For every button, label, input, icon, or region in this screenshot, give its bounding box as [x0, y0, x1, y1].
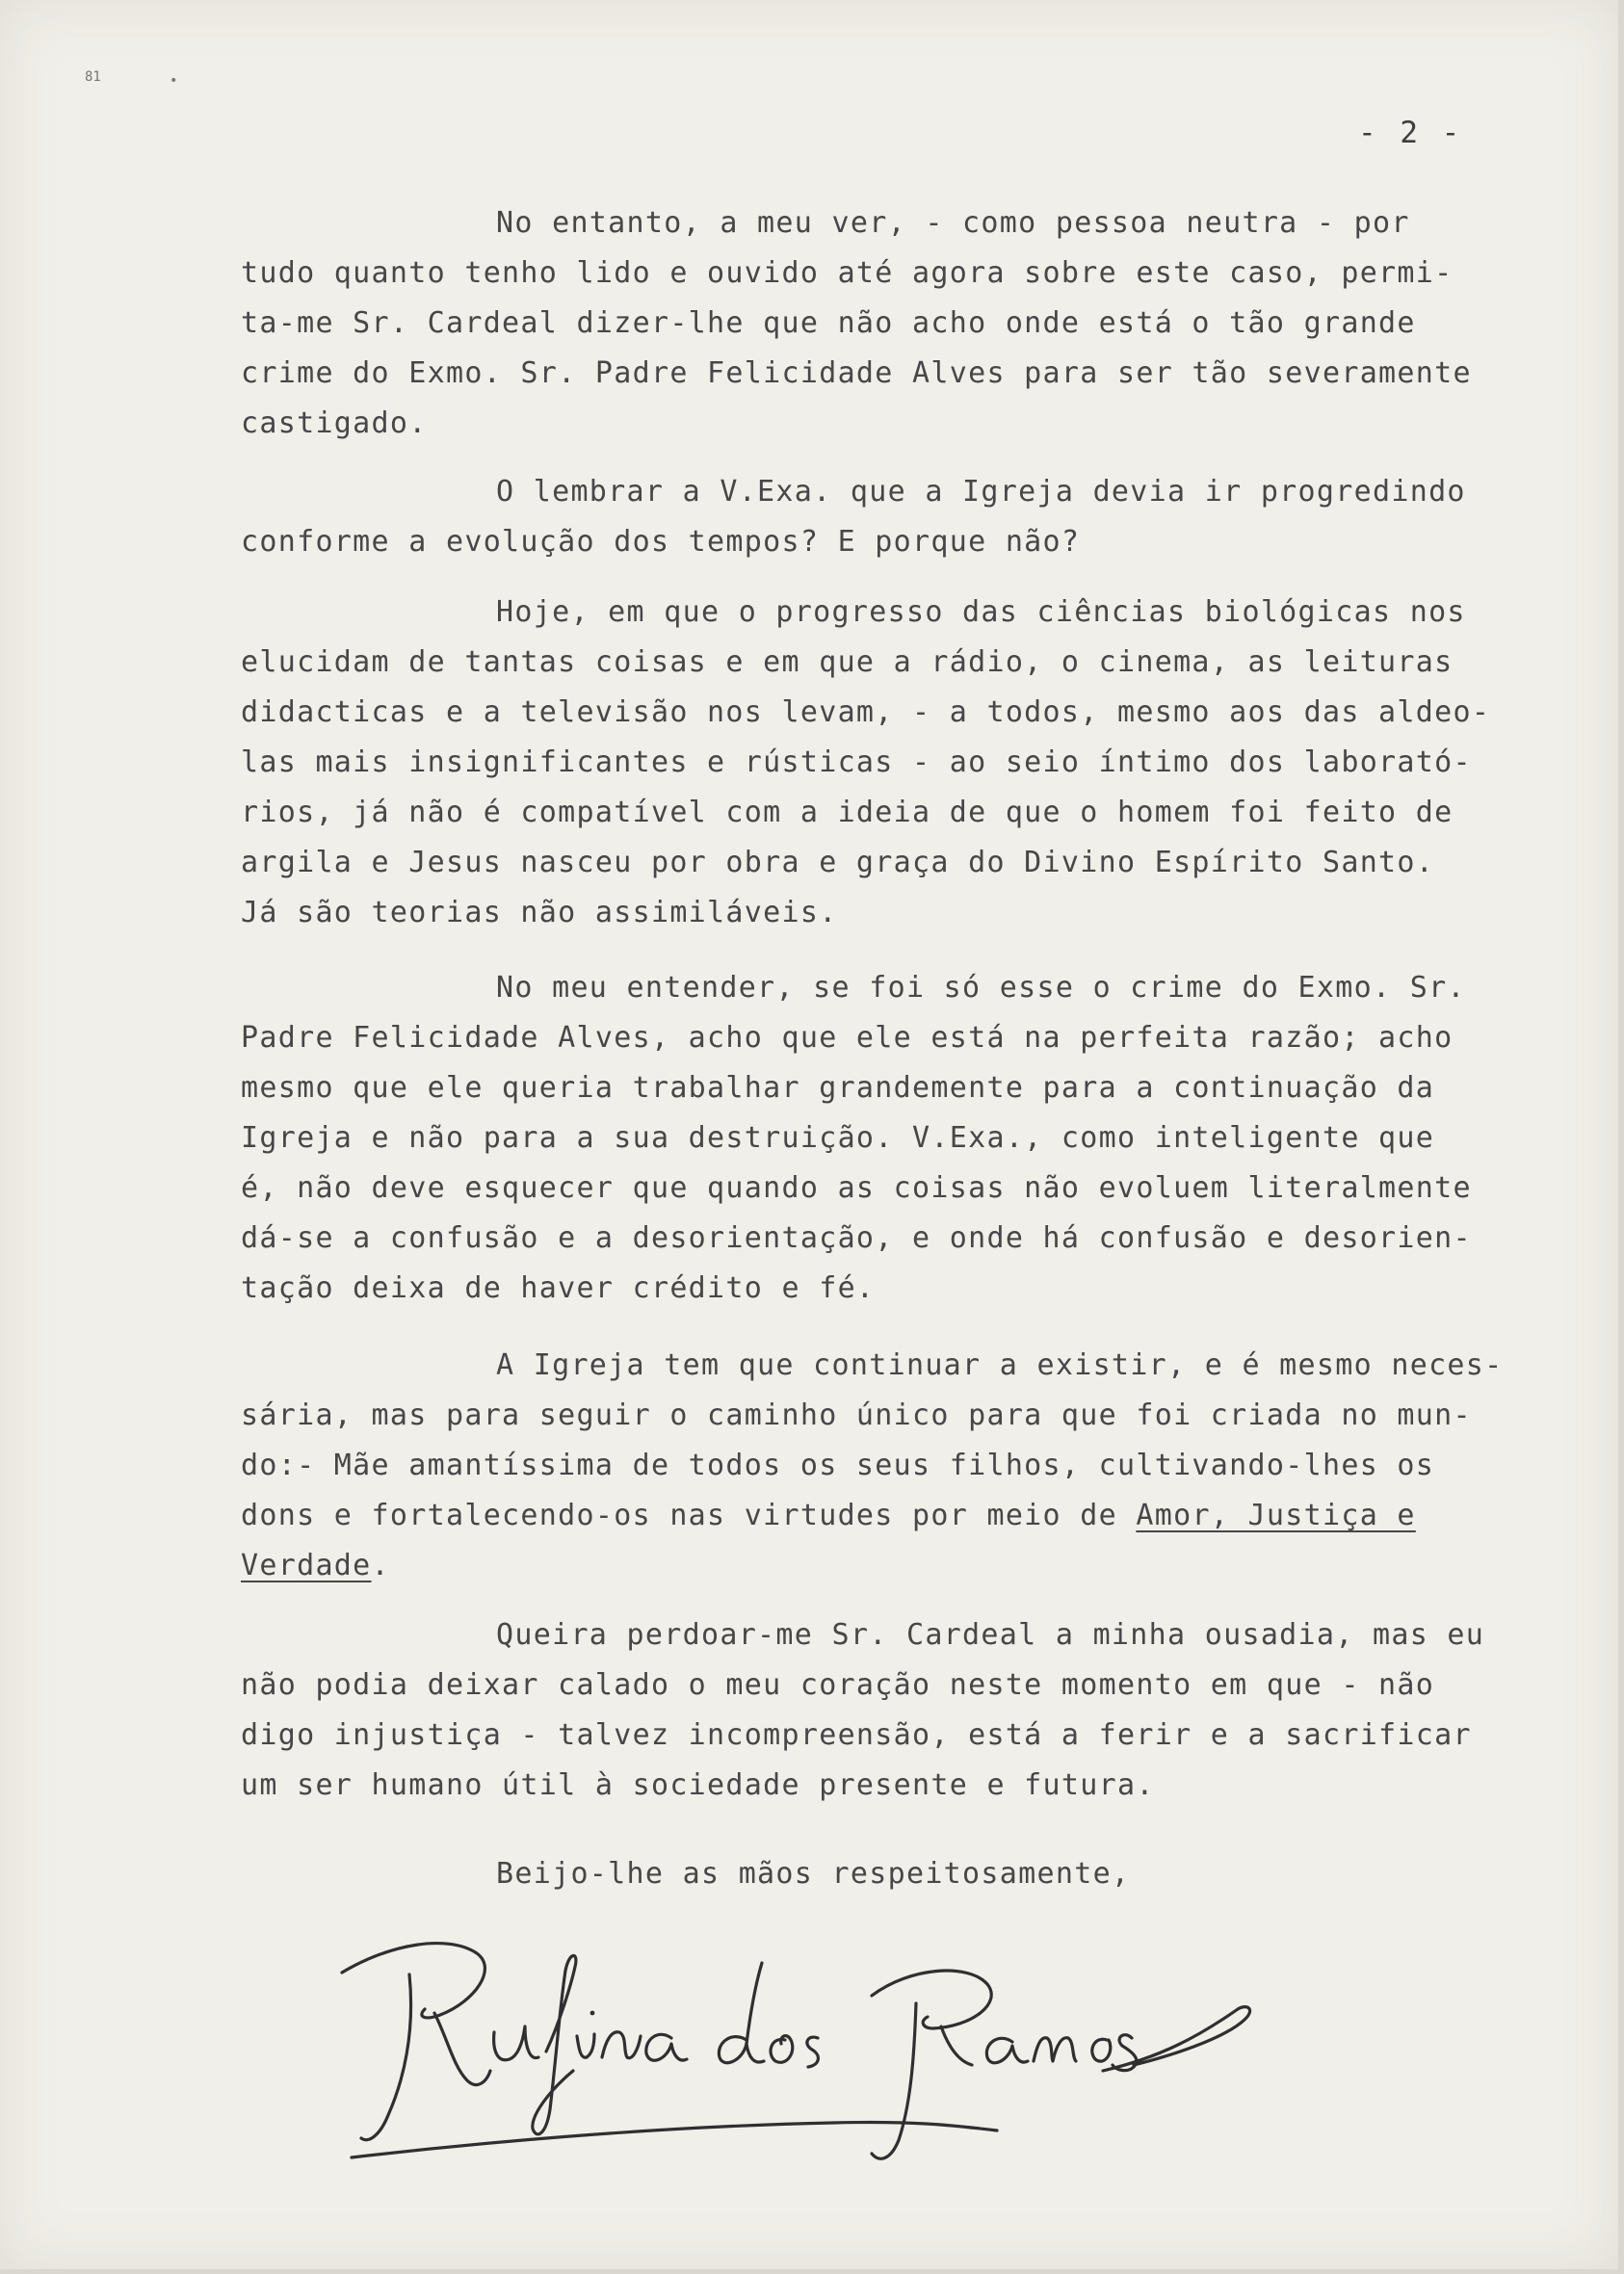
text-line: A Igreja tem que continuar a existir, e é mesmo neces-	[496, 1348, 1504, 1382]
text-run: dons e fortalecendo-os nas virtudes por meio de	[241, 1499, 1137, 1532]
text-line: Beijo-lhe as mãos respeitosamente,	[496, 1857, 1131, 1891]
text-line: dá-se a confusão e a desorientação, e onde há confusão e desorien-	[241, 1221, 1472, 1255]
text-line: castigado.	[241, 406, 428, 440]
paragraph-3	[241, 588, 1570, 938]
corner-mark: 81	[85, 69, 101, 85]
text-line: Queira perdoar-me Sr. Cardeal a minha ousadia, mas eu	[496, 1618, 1485, 1652]
text-line: No entanto, a meu ver, - como pessoa neutra - por	[496, 206, 1410, 240]
text-line: las mais insignificantes e rústicas - ao seio íntimo dos laborató-	[241, 745, 1472, 779]
text-line: um ser humano útil à sociedade presente e futura.	[241, 1768, 1155, 1802]
corner-mark: •	[170, 73, 178, 89]
paragraph-5	[241, 1341, 1570, 1591]
text-line: digo injustiça - talvez incompreensão, está a ferir e a sacrificar	[241, 1718, 1472, 1752]
signature	[332, 1917, 1257, 2167]
text-line: argila e Jesus nasceu por obra e graça do Divino Espírito Santo.	[241, 846, 1435, 879]
text-line	[241, 1491, 1570, 1541]
text-line: sária, mas para seguir o caminho único para que foi criada no mun-	[241, 1398, 1472, 1432]
text-line: ta-me Sr. Cardeal dizer-lhe que não acho onde está o tão grande	[241, 306, 1416, 340]
text-line: crime do Exmo. Sr. Padre Felicidade Alves para ser tão severamente	[241, 356, 1472, 390]
text-line: do:- Mãe amantíssima de todos os seus filhos, cultivando-lhes os	[241, 1449, 1435, 1482]
text-line: conforme a evolução dos tempos? E porque não?	[241, 525, 1081, 559]
text-line: Hoje, em que o progresso das ciências biológicas nos	[496, 595, 1466, 629]
paragraph-2	[241, 467, 1570, 567]
text-line: O lembrar a V.Exa. que a Igreja devia ir progredindo	[496, 475, 1466, 509]
text-run: .	[371, 1549, 390, 1582]
page-number: - 2 -	[1358, 116, 1463, 150]
text-line: didacticas e a televisão nos levam, - a todos, mesmo aos das aldeo-	[241, 695, 1491, 729]
text-line: tudo quanto tenho lido e ouvido até agora sobre este caso, permi-	[241, 256, 1454, 290]
underlined-text: Amor, Justiça e	[1136, 1499, 1416, 1532]
text-line: Igreja e não para a sua destruição. V.Exa., como inteligente que	[241, 1121, 1435, 1155]
paragraph-6	[241, 1610, 1570, 1811]
text-line: tação deixa de haver crédito e fé.	[241, 1271, 876, 1305]
text-line: elucidam de tantas coisas e em que a rádio, o cinema, as leituras	[241, 645, 1454, 679]
paragraph-1	[241, 198, 1570, 449]
text-line	[241, 1541, 1570, 1591]
underlined-text: Verdade	[241, 1549, 372, 1582]
text-line: rios, já não é compatível com a ideia de que o homem foi feito de	[241, 796, 1454, 829]
text-line: No meu entender, se foi só esse o crime do Exmo. Sr.	[496, 971, 1466, 1005]
text-line: Já são teorias não assimiláveis.	[241, 896, 838, 929]
paragraph-4	[241, 963, 1570, 1314]
text-line: Padre Felicidade Alves, acho que ele está na perfeita razão; acho	[241, 1021, 1454, 1055]
closing	[241, 1849, 1570, 1899]
text-line: não podia deixar calado o meu coração neste momento em que - não	[241, 1668, 1435, 1702]
text-line: mesmo que ele queria trabalhar grandemente para a continuação da	[241, 1071, 1435, 1105]
text-line: é, não deve esquecer que quando as coisas não evoluem literalmente	[241, 1171, 1472, 1205]
